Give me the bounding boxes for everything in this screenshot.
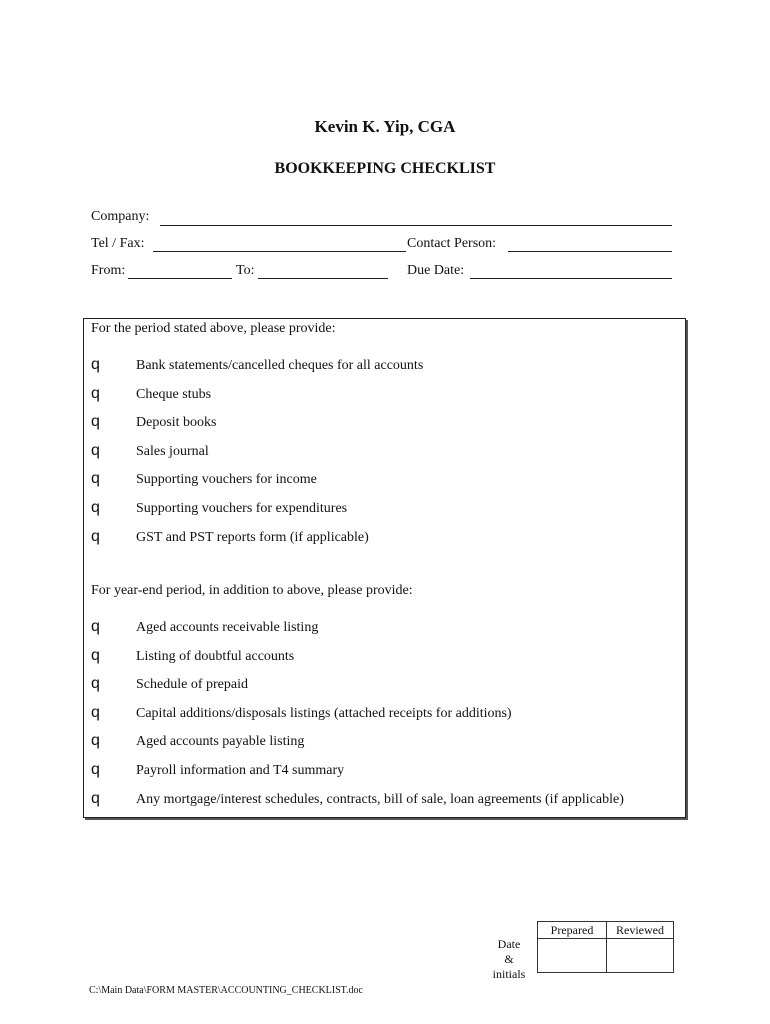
checklist-item-label: GST and PST reports form (if applicable) [136, 529, 369, 545]
from-field[interactable] [128, 278, 232, 279]
company-label: Company: [91, 209, 150, 224]
to-field[interactable] [258, 278, 388, 279]
to-label: To: [236, 263, 255, 278]
checklist-item [91, 441, 681, 464]
author-name: Kevin K. Yip, CGA [314, 117, 456, 136]
checklist-item-label: Bank statements/cancelled cheques for all accounts [136, 358, 424, 373]
checkbox-icon[interactable]: q [91, 675, 100, 693]
checklist-item-label: Cheque stubs [136, 386, 212, 402]
checkbox-icon[interactable]: q [91, 761, 100, 778]
prepared-date-cell[interactable] [538, 939, 607, 955]
reviewed-initials-cell[interactable] [607, 954, 674, 973]
file-path: C:\Main Data\FORM MASTER\ACCOUNTING_CHECKLIST.doc [89, 985, 363, 996]
checklist-item-label: Supporting vouchers for expenditures [136, 501, 348, 516]
checklist-item-label: Aged accounts payable listing [136, 734, 305, 750]
checklist-item-label: Listing of doubtful accounts [136, 648, 295, 664]
checkbox-icon[interactable]: q [91, 732, 100, 750]
checklist-item [91, 763, 681, 783]
telfax-field[interactable] [153, 251, 406, 252]
checkbox-icon[interactable]: q [91, 789, 100, 807]
contact-person-field[interactable] [508, 251, 672, 252]
yearend-intro: For year-end period, in addition to above, please provide: [91, 583, 413, 598]
checkbox-icon[interactable]: q [91, 499, 100, 516]
checklist-item-label: Capital additions/disposals listings (attached receipts for additions) [136, 705, 512, 721]
document-title: BOOKKEEPING CHECKLIST [274, 160, 496, 177]
checklist-item-label: Aged accounts receivable listing [136, 620, 319, 635]
checkbox-icon[interactable]: q [91, 384, 100, 402]
reviewed-header: Reviewed [607, 922, 674, 939]
checklist-item [91, 646, 681, 669]
checkbox-icon[interactable]: q [91, 646, 100, 664]
checkbox-icon[interactable]: q [91, 441, 100, 459]
telfax-label: Tel / Fax: [91, 236, 145, 251]
checklist-item [91, 527, 681, 550]
company-field[interactable] [160, 225, 672, 226]
checklist-item [91, 358, 681, 378]
checkbox-icon[interactable]: q [91, 703, 100, 721]
checklist-item-label: Sales journal [136, 443, 209, 459]
checklist-item [91, 620, 681, 640]
checklist-item-label: Any mortgage/interest schedules, contracts, bill of sale, loan agreements (if applicable) [136, 791, 624, 807]
checklist-item [91, 415, 681, 435]
signoff-table [537, 921, 674, 973]
prepared-header: Prepared [538, 922, 607, 939]
checklist-item [91, 501, 681, 521]
initials-label: initials [492, 967, 526, 981]
due-date-field[interactable] [470, 278, 672, 279]
checklist-item [91, 789, 681, 812]
period-intro: For the period stated above, please provide: [91, 321, 336, 336]
checklist-item [91, 677, 681, 697]
date-label: Date [497, 937, 521, 951]
checkbox-icon[interactable]: q [91, 527, 100, 545]
reviewed-date-cell[interactable] [607, 939, 674, 955]
contact-person-label: Contact Person: [407, 236, 497, 251]
checklist-item [91, 384, 681, 407]
checkbox-icon[interactable]: q [91, 470, 100, 488]
ampersand-label: & [504, 952, 514, 966]
checklist-item-label: Payroll information and T4 summary [136, 763, 345, 778]
date-initials-label [489, 937, 529, 982]
checklist-item-label: Supporting vouchers for income [136, 472, 317, 488]
checkbox-icon[interactable]: q [91, 618, 100, 635]
checklist-item-label: Schedule of prepaid [136, 677, 248, 693]
prepared-initials-cell[interactable] [538, 954, 607, 973]
checkbox-icon[interactable]: q [91, 356, 100, 373]
checklist-item-label: Deposit books [136, 415, 217, 431]
from-label: From: [91, 263, 126, 278]
checklist-item [91, 703, 681, 726]
checklist-item [91, 734, 681, 754]
checklist-item [91, 472, 681, 492]
due-date-label: Due Date: [407, 263, 465, 278]
checkbox-icon[interactable]: q [91, 413, 100, 431]
